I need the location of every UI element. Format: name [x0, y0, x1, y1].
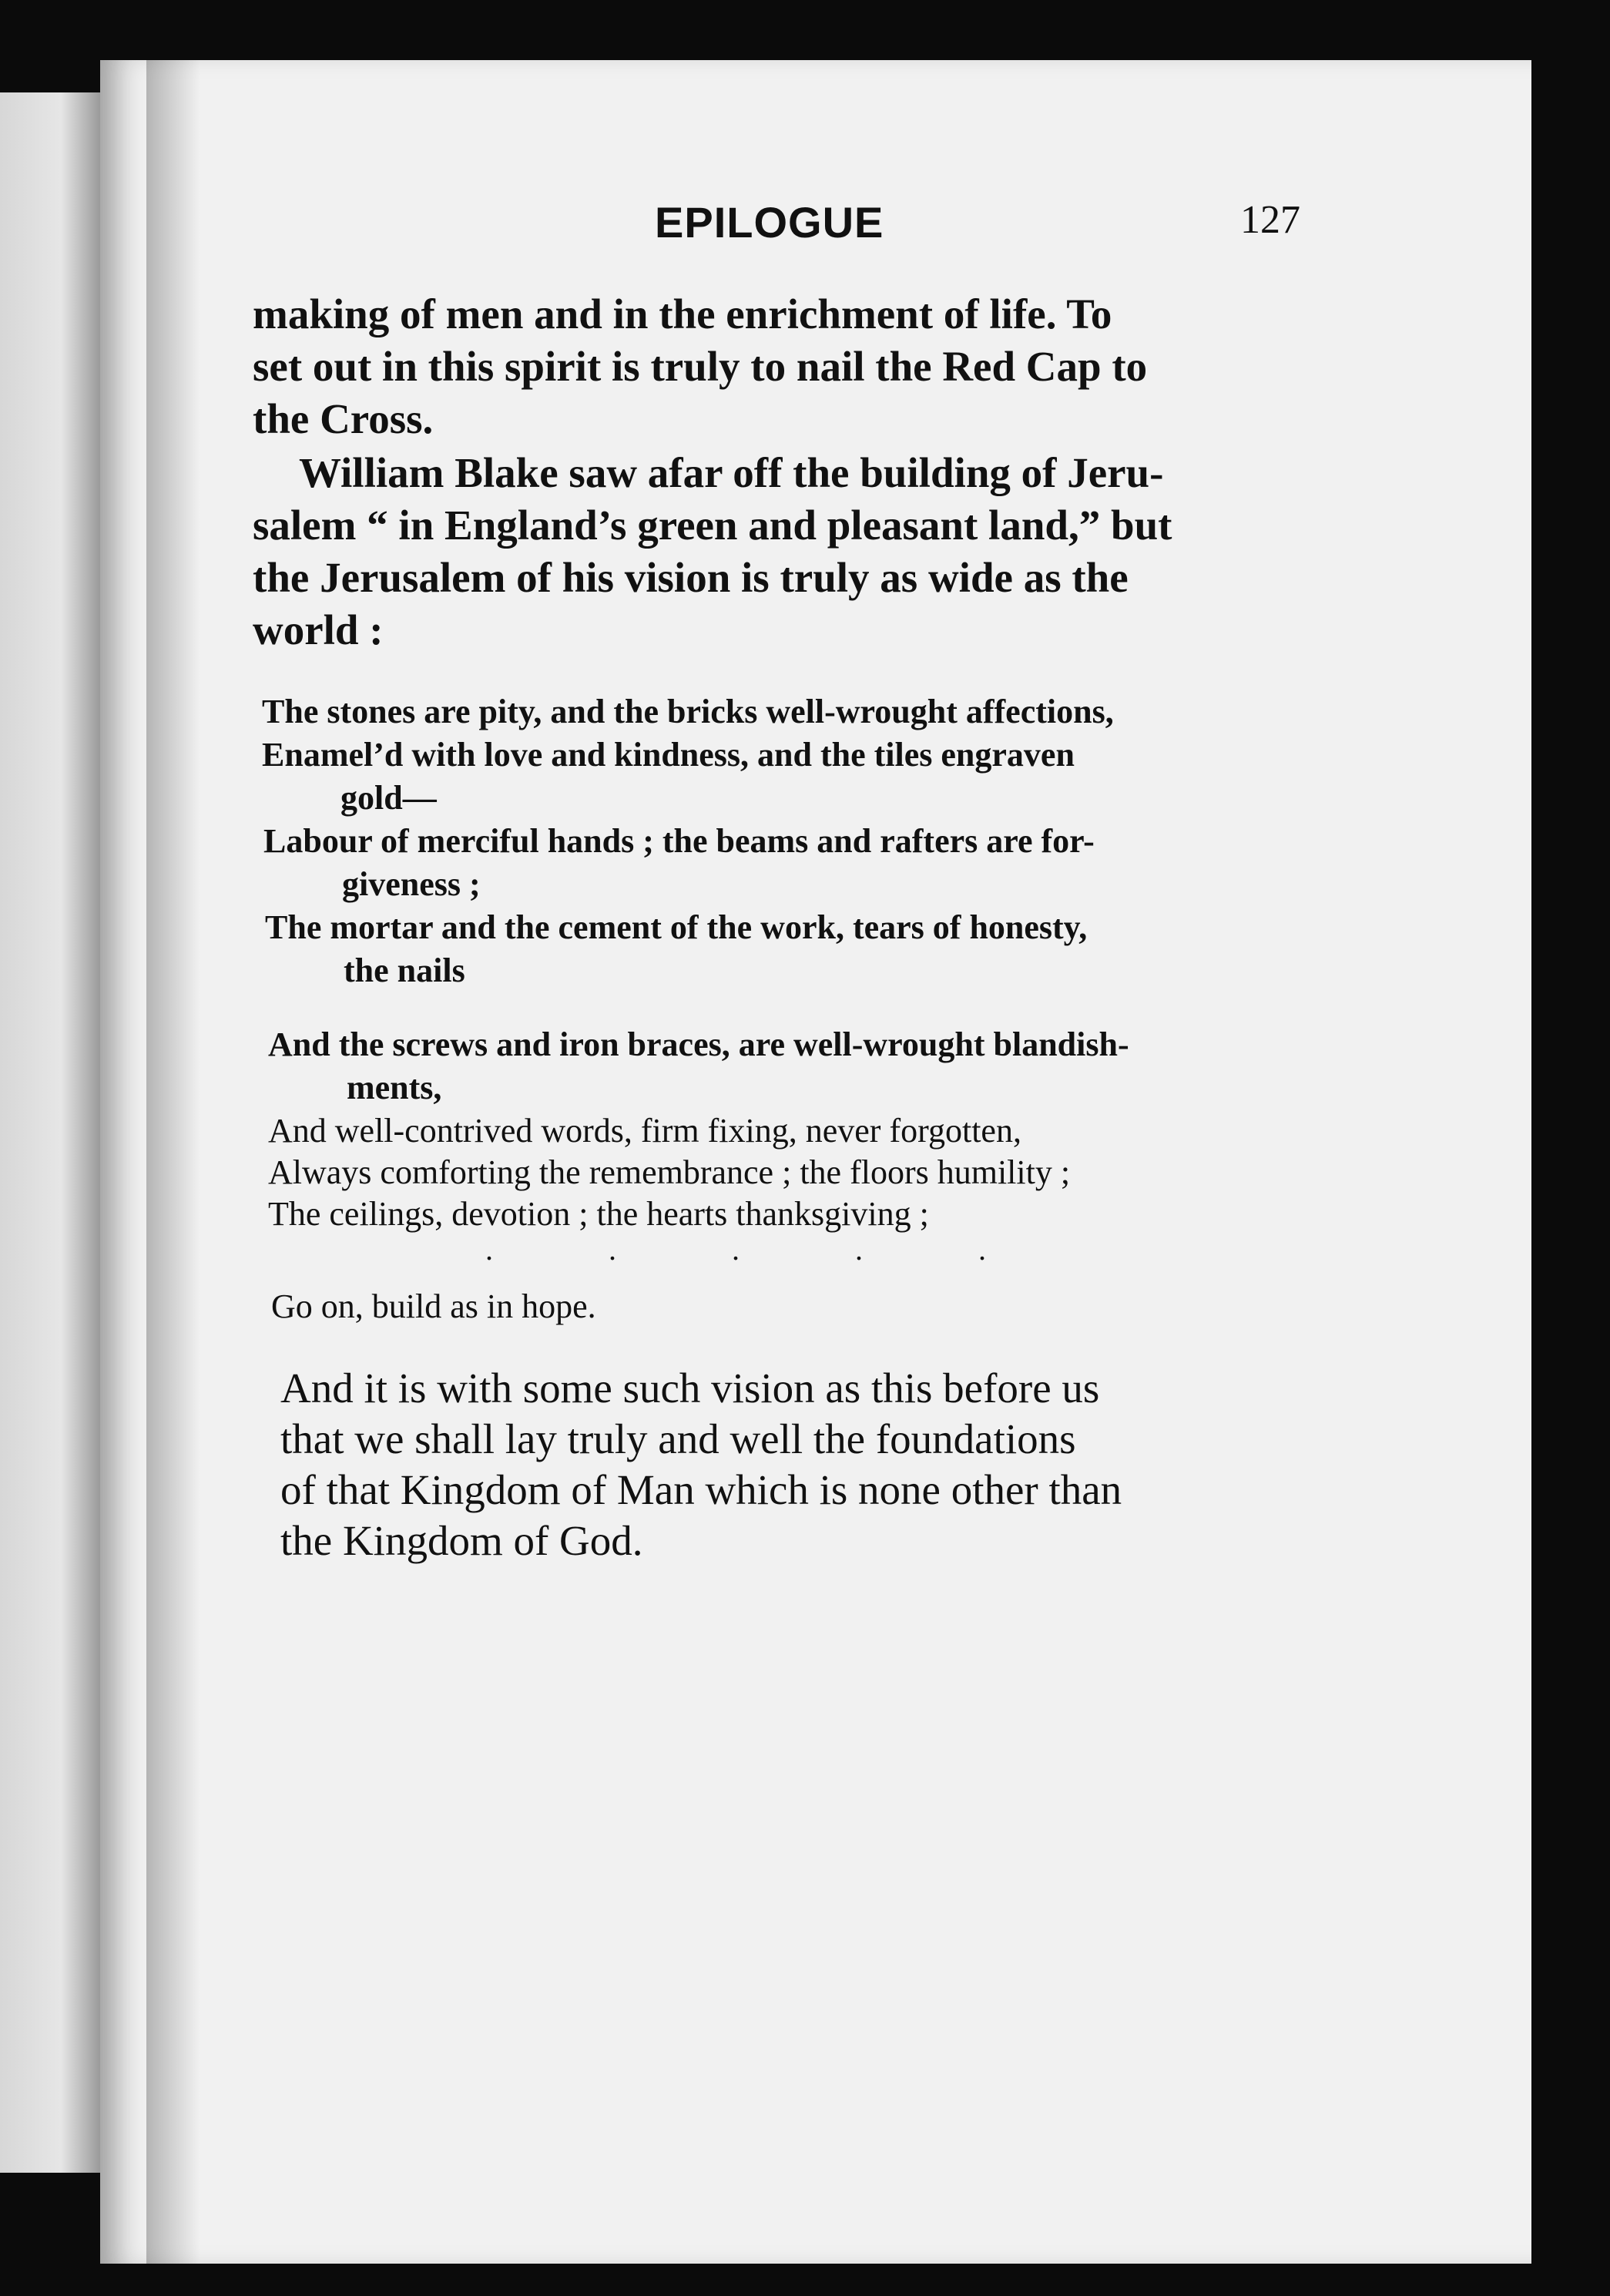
verse-line: Enamel’d with love and kindness, and the tiles engraven [262, 736, 1075, 774]
verse-line: Go on, build as in hope. [271, 1287, 596, 1325]
verse-line: ments, [347, 1069, 442, 1106]
text-line: the Jerusalem of his vision is truly as wide as the [253, 554, 1129, 601]
verse-line: giveness ; [342, 865, 481, 903]
text-line: And it is with some such vision as this before us [280, 1365, 1100, 1412]
running-head: EPILOGUE [655, 198, 884, 247]
verse-line: The stones are pity, and the bricks well-wrought affections, [262, 693, 1114, 730]
verse-line: The mortar and the cement of the work, tears of honesty, [265, 908, 1088, 946]
facing-page-edge [0, 92, 100, 2173]
verse-line: gold— [340, 779, 437, 817]
verse-line: The ceilings, devotion ; the hearts thanksgiving ; [268, 1195, 929, 1233]
text-line: salem “ in England’s green and pleasant land,” but [253, 502, 1172, 549]
text-line: that we shall lay truly and well the foundations [280, 1415, 1076, 1462]
verse-line: Always comforting the remembrance ; the floors humility ; [268, 1153, 1071, 1191]
ellipsis-dots: ..... [485, 1232, 1102, 1267]
text-line: William Blake saw afar off the building of Jeru- [299, 449, 1164, 496]
text-line: making of men and in the enrichment of life. To [253, 290, 1112, 337]
page-number: 127 [1240, 198, 1300, 242]
verse-line: And the screws and iron braces, are well-wrought blandish- [268, 1025, 1129, 1063]
verse-line: Labour of merciful hands ; the beams and rafters are for- [263, 822, 1095, 860]
text-line: of that Kingdom of Man which is none other than [280, 1466, 1122, 1513]
verse-line: And well-contrived words, firm fixing, never forgotten, [268, 1112, 1021, 1150]
book-page [100, 60, 1531, 2264]
text-line: world : [253, 606, 384, 653]
text-line: the Cross. [253, 395, 434, 442]
text-line: the Kingdom of God. [280, 1517, 643, 1564]
text-line: set out in this spirit is truly to nail the Red Cap to [253, 343, 1148, 390]
page-gutter-shadow [146, 60, 200, 2264]
verse-line: the nails [344, 952, 465, 989]
